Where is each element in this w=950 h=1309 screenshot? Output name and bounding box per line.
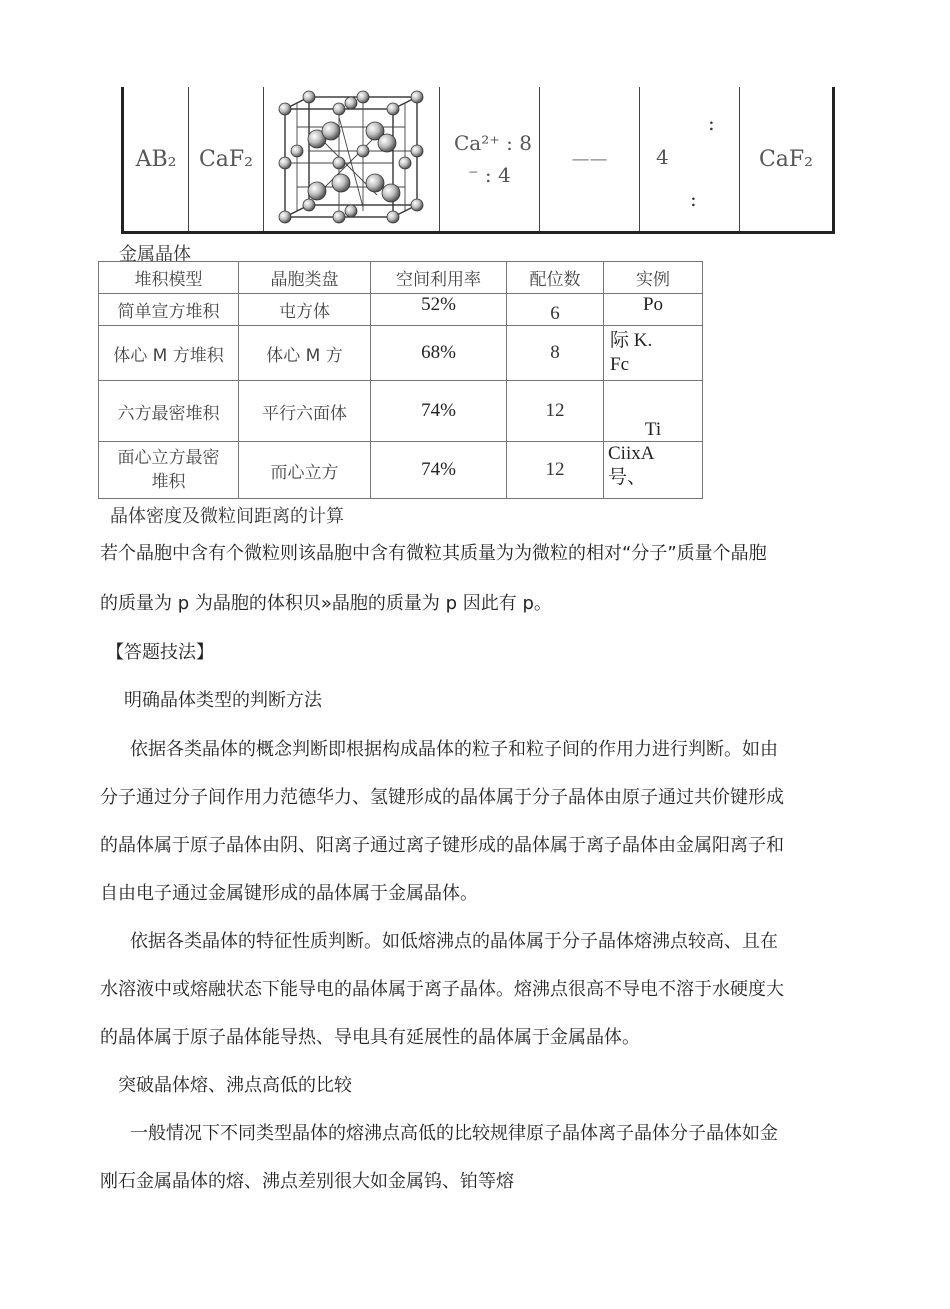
para2-line-1: 依据各类晶体的特征性质判断。如低熔沸点的晶体属于分子晶体熔沸点较高、且在 bbox=[130, 931, 778, 952]
para3-line-1: 一般情况下不同类型晶体的熔沸点高低的比较规律原子晶体离子晶体分子晶体如金 bbox=[130, 1123, 778, 1144]
ionic-crystal-table bbox=[121, 87, 835, 234]
table-row bbox=[99, 381, 703, 442]
density-line-2: 的质量为 p 为晶胞的体积贝»晶胞的质量为 p 因此有 p。 bbox=[100, 593, 552, 614]
ionic-example: CaF₂ bbox=[198, 146, 254, 172]
anion-coordination: ⁻ : 4 bbox=[468, 163, 511, 187]
table-cell: 简单宣方堆积 bbox=[99, 294, 239, 326]
ratio-colon-top: : bbox=[708, 111, 715, 135]
dash-mark: —— bbox=[571, 148, 608, 170]
table-cell: 6 bbox=[507, 294, 604, 326]
table-cell: 六方最密堆积 bbox=[99, 381, 239, 442]
table-header: 空间利用率 bbox=[371, 262, 507, 294]
table-cell: CiixA 号、 bbox=[604, 442, 703, 499]
table-cell: 体心 M 方堆积 bbox=[99, 326, 239, 381]
para3-line-2: 刚石金属晶体的熔、沸点差别很大如金属钨、铂等熔 bbox=[100, 1171, 514, 1192]
dash-cell bbox=[540, 87, 640, 233]
table-header-row bbox=[99, 262, 703, 294]
cation-coordination: Ca²⁺ : 8 bbox=[454, 131, 532, 155]
ionic-type: AB₂ bbox=[135, 146, 177, 172]
table-cell: 8 bbox=[507, 326, 604, 381]
table-cell: 12 bbox=[507, 381, 604, 442]
table-cell: 而心立方 bbox=[239, 442, 371, 499]
breakthrough-title: 突破晶体熔、沸点高低的比较 bbox=[118, 1075, 352, 1096]
para1-line-3: 的晶体属于原子晶体由阴、阳离子通过离子键形成的晶体属于离子晶体由金属阳离子和 bbox=[100, 835, 784, 856]
table-cell: 74% bbox=[371, 381, 507, 442]
table-cell: Po bbox=[604, 294, 703, 326]
para1-line-2: 分子通过分子间作用力范德华力、氢键形成的晶体属于分子晶体由原子通过共价键形成 bbox=[100, 787, 784, 808]
table-cell: 体心 M 方 bbox=[239, 326, 371, 381]
ratio-cell bbox=[640, 87, 740, 233]
ionic-example2-cell bbox=[740, 87, 834, 233]
ionic-example-2: CaF₂ bbox=[758, 146, 814, 172]
para2-line-3: 的晶体属于原子晶体能导热、导电具有延展性的晶体属于金属晶体。 bbox=[100, 1027, 640, 1048]
ratio-colon-bottom: : bbox=[690, 187, 697, 211]
table-cell: 屯方体 bbox=[239, 294, 371, 326]
table-row bbox=[99, 294, 703, 326]
density-line-1: 若个晶胞中含有个微粒则该晶胞中含有微粒其质量为为微粒的相对“分子”质量个晶胞 bbox=[100, 543, 767, 564]
caf2-unit-cell-diagram bbox=[267, 87, 437, 227]
ratio-number: 4 bbox=[656, 145, 669, 169]
table-header: 晶胞类盘 bbox=[239, 262, 371, 294]
table-row bbox=[99, 326, 703, 381]
table-cell: Ti bbox=[604, 381, 703, 442]
para2-line-2: 水溶液中或熔融状态下能导电的晶体属于离子晶体。熔沸点很高不导电不溶于水硬度大 bbox=[100, 979, 784, 1000]
density-section-title: 晶体密度及微粒间距离的计算 bbox=[110, 506, 344, 527]
table-header: 堆积模型 bbox=[99, 262, 239, 294]
table-cell: 际 K. Fc bbox=[604, 326, 703, 381]
table-header: 实例 bbox=[604, 262, 703, 294]
para1-line-4: 自由电子通过金属键形成的晶体属于金属晶体。 bbox=[100, 883, 478, 904]
table-cell: 52% bbox=[371, 294, 507, 326]
table-cell: 74% bbox=[371, 442, 507, 499]
ionic-example-cell bbox=[189, 87, 264, 233]
tips-title: 【答题技法】 bbox=[106, 642, 214, 663]
method-title: 明确晶体类型的判断方法 bbox=[124, 690, 322, 711]
ionic-type-cell bbox=[123, 87, 189, 233]
table-cell: 面心立方最密 堆积 bbox=[99, 442, 239, 499]
table-header: 配位数 bbox=[507, 262, 604, 294]
para1-line-1: 依据各类晶体的概念判断即根据构成晶体的粒子和粒子间的作用力进行判断。如由 bbox=[130, 739, 778, 760]
crystal-structure-cell bbox=[264, 87, 440, 233]
metal-section-title: 金属晶体 bbox=[119, 244, 191, 265]
table-cell: 平行六面体 bbox=[239, 381, 371, 442]
coordination-cell bbox=[440, 87, 540, 233]
table-row bbox=[99, 442, 703, 499]
metal-crystal-table bbox=[98, 261, 703, 499]
table-cell: 68% bbox=[371, 326, 507, 381]
table-cell: 12 bbox=[507, 442, 604, 499]
